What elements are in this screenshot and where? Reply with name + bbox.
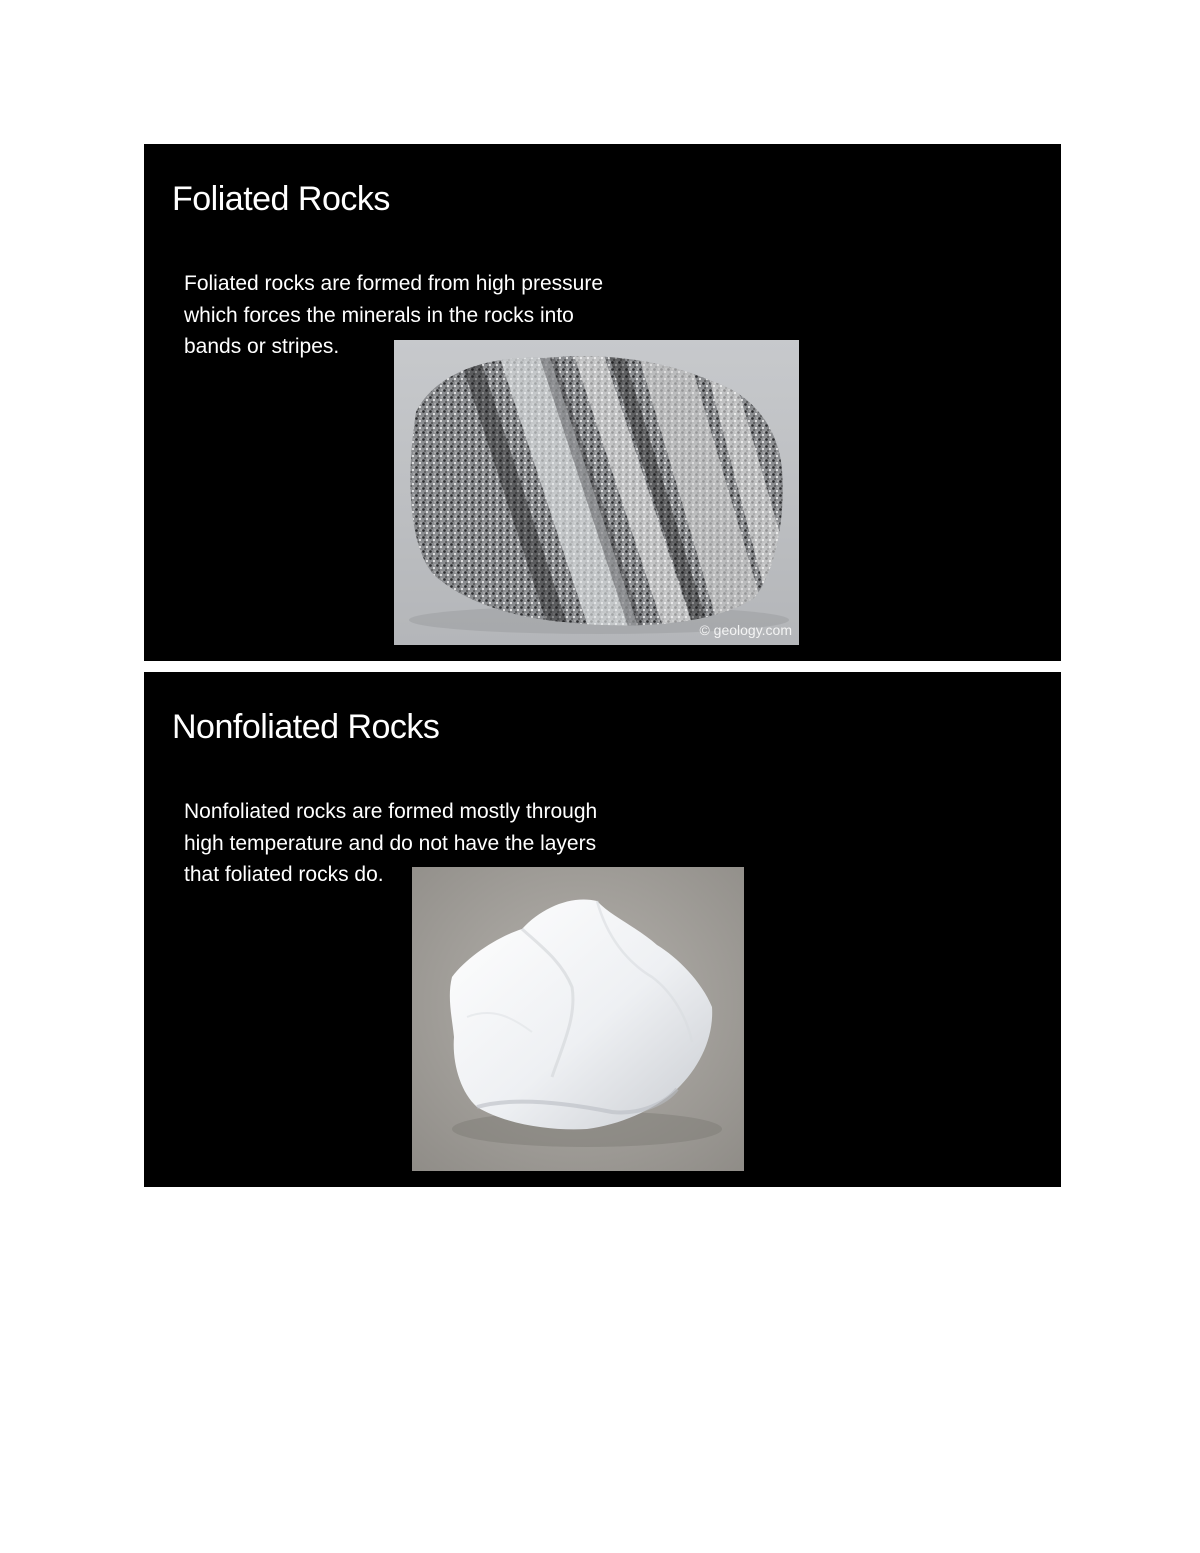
slide-title: Foliated Rocks bbox=[172, 180, 390, 218]
slide-title: Nonfoliated Rocks bbox=[172, 708, 440, 746]
white-marble-photo bbox=[412, 867, 744, 1171]
body-line: high temperature and do not have the layers bbox=[184, 831, 597, 855]
slide-nonfoliated-rocks bbox=[144, 672, 1061, 1187]
body-line: that foliated rocks do. bbox=[184, 863, 384, 886]
photo-credit: © geology.com bbox=[699, 622, 792, 638]
banded-gneiss-photo bbox=[394, 340, 799, 645]
body-line: Foliated rocks are formed from high pressure bbox=[184, 272, 604, 295]
body-line: Nonfoliated rocks are formed mostly through bbox=[184, 800, 598, 823]
body-line: bands or stripes. bbox=[184, 335, 340, 358]
body-line: which forces the minerals in the rocks into bbox=[184, 303, 574, 327]
slide-foliated-rocks bbox=[144, 144, 1061, 661]
